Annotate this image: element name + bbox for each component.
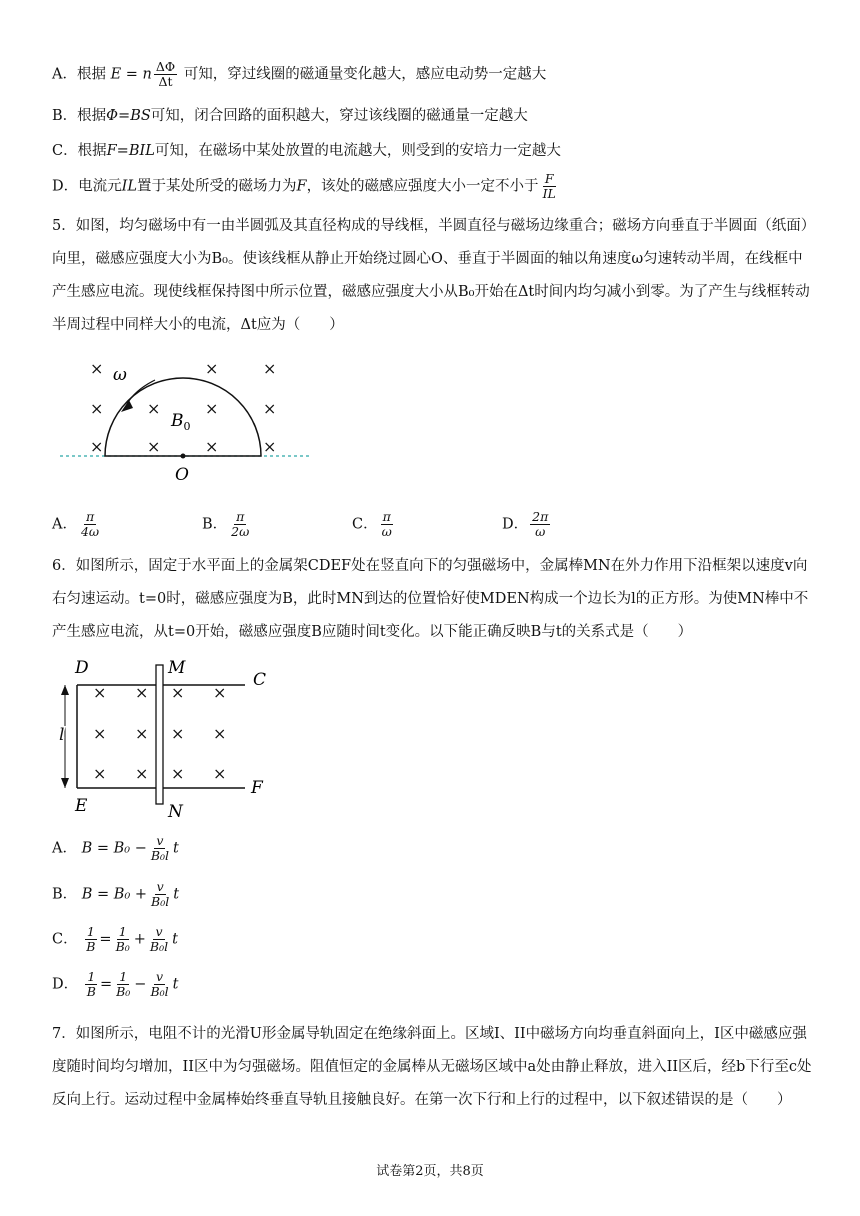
q4-a-fraction: $\frac{\Delta\Phi}{\Delta t}$ — [155, 59, 176, 89]
l-label: l — [59, 725, 65, 745]
cross-mark: × — [205, 437, 219, 456]
q5-option-d: D． $\frac{2\pi}{\omega}$ — [502, 509, 549, 539]
length-arrowhead-down — [61, 778, 69, 788]
cross-mark: × — [171, 724, 185, 743]
q6-option-a: A． B = B₀ − $\frac{v}{\text{B₀l}}$ t — [52, 833, 179, 863]
q5-option-c: C． $\frac{\pi}{\omega}$ — [352, 509, 392, 539]
q5-option-b: B． $\frac{\pi}{2\omega}$ — [202, 509, 250, 539]
o-label: O — [175, 465, 189, 485]
cross-mark: × — [147, 399, 161, 418]
c-label: C — [253, 670, 267, 690]
q5-figure — [55, 350, 315, 490]
cross-mark: × — [263, 399, 277, 418]
omega-label: ω — [113, 365, 127, 385]
cross-mark: × — [205, 359, 219, 378]
q4-option-d: D．电流元IL置于某处所受的磁场力为F，该处的磁感应强度大小一定不小于 $\frac{F}{IL}$ — [52, 171, 556, 201]
q6-stem: 6．如图所示，固定于水平面上的金属架CDEF处在竖直向下的匀强磁场中，金属棒MN在外力作用下沿框架以速度v向右匀速运动。t=0时，磁感应强度为B，此时MN到达的位置恰好使MDEN构成一个边长为l的正方形。为使MN棒中不产生感应电流，从t=0开始，磁感应强度B应随时间t变化。以下能正确反映B与t的关系式是（ ） — [52, 558, 809, 640]
cross-mark: × — [147, 437, 161, 456]
cross-mark: × — [213, 683, 227, 702]
cross-mark: × — [213, 764, 227, 783]
cross-mark: × — [90, 399, 104, 418]
e-label: E — [75, 796, 88, 816]
page-footer: 试卷第2页，共8页 — [376, 1164, 484, 1179]
cross-mark: × — [93, 683, 107, 702]
q6-option-b: B． B = B₀ + $\frac{v}{\text{B₀l}}$ t — [52, 879, 180, 909]
cross-mark: × — [171, 764, 185, 783]
d-label: D — [75, 658, 89, 678]
rod-mn — [156, 665, 163, 804]
cross-mark: × — [171, 683, 185, 702]
cross-mark: × — [135, 683, 149, 702]
cross-mark: × — [135, 724, 149, 743]
q4-d-fraction: $\frac{F}{IL}$ — [542, 171, 556, 201]
f-label: F — [251, 778, 263, 798]
q7-stem: 7．如图所示，电阻不计的光滑U形金属导轨固定在绝缘斜面上。区域I、II中磁场方向均垂直斜面向上，I区中磁感应强度随时间均匀增加，II区中为匀强磁场。阻值恒定的金属棒从无磁场区域中a处由静止释放，进入II区后，经b下行至c处反向上行。运动过程中金属棒始终垂直导轨且接触良好。在第一次下行和上行的过程中，以下叙述错误的是（ ） — [52, 1026, 812, 1108]
cross-mark: × — [263, 359, 277, 378]
q5-option-a: A． $\frac{\pi}{4\omega}$ — [52, 509, 100, 539]
m-label: M — [168, 658, 186, 678]
cross-mark: × — [205, 399, 219, 418]
q4-option-a: A．根据 E = n $\frac{\Delta\Phi}{\Delta t}$ 可知，穿过线圈的磁通量变化越大，感应电动势一定越大 — [52, 59, 547, 89]
q4-option-b: B．根据Φ=BS可知，闭合回路的面积越大，穿过该线圈的磁通量一定越大 — [52, 108, 528, 124]
cross-mark: × — [263, 437, 277, 456]
q6-figure — [55, 655, 285, 825]
q6-option-d: D． $\frac{1}{B}$ = $\frac{1}{\text{B₀}}$ − $\frac{v}{\text{B₀l}}$ t — [52, 969, 179, 999]
cross-mark: × — [213, 724, 227, 743]
cross-mark: × — [135, 764, 149, 783]
length-arrowhead-up — [61, 685, 69, 695]
n-label: N — [168, 802, 183, 822]
q6-option-c: C． $\frac{1}{B}$ = $\frac{1}{\text{B₀}}$ + $\frac{v}{\text{B₀l}}$ t — [52, 924, 178, 954]
cross-mark: × — [90, 359, 104, 378]
center-point — [181, 454, 186, 459]
q4-option-c: C．根据F=BIL可知，在磁场中某处放置的电流越大，则受到的安培力一定越大 — [52, 143, 561, 159]
cross-mark: × — [93, 724, 107, 743]
cross-mark: × — [90, 437, 104, 456]
cross-mark: × — [93, 764, 107, 783]
q5-stem: 5．如图，均匀磁场中有一由半圆弧及其直径构成的导线框，半圆直径与磁场边缘重合；磁场方向垂直于半圆面（纸面）向里，磁感应强度大小为B₀。使该线框从静止开始绕过圆心O、垂直于半圆面的轴以角速度ω匀速转动半周，在线框中产生感应电流。现使线框保持图中所示位置，磁感应强度大小从B₀开始在Δt时间内均匀减小到零。为了产生与线框转动半周过程中同样大小的电流，Δt应为（ ） — [52, 218, 810, 333]
b0-label: $B_0$ — [171, 411, 191, 433]
